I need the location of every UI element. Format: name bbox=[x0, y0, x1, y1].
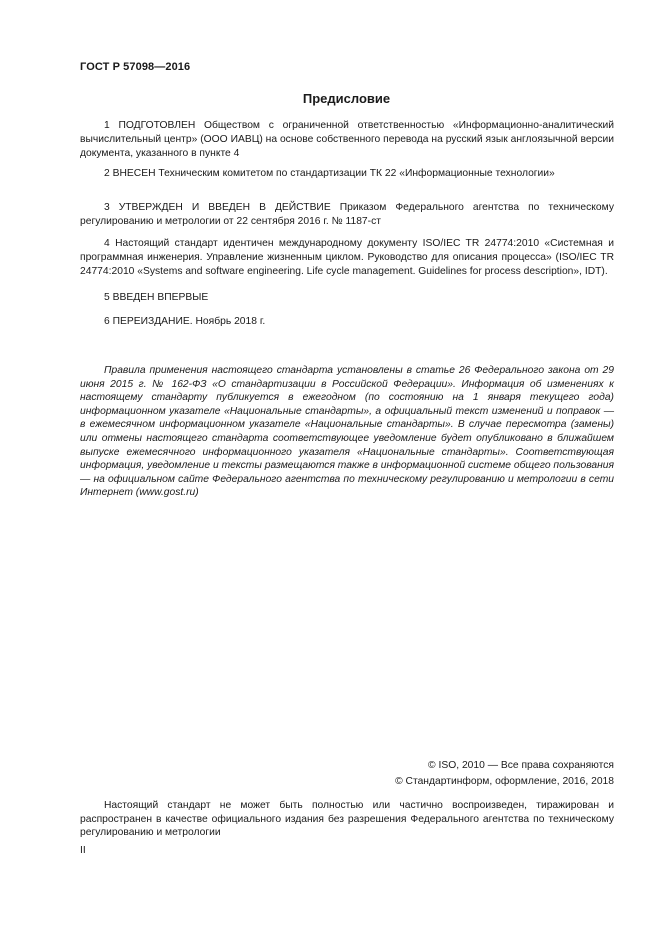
foreword-item-1-text: 1 ПОДГОТОВЛЕН Обществом с ограниченной ответственностью «Информационно-аналитический вычислительный центр» (ООО ИАВЦ) на основе собственного перевода на русский язык англоязычной версии документа, указанного в пункте 4 bbox=[80, 120, 614, 159]
document-code: ГОСТ Р 57098—2016 bbox=[80, 61, 191, 73]
copyright-block bbox=[395, 758, 614, 790]
copyright-standartinform: © Стандартинформ, оформление, 2016, 2018 bbox=[395, 776, 614, 787]
foreword-item-5-text: 5 ВВЕДЕН ВПЕРВЫЕ bbox=[104, 292, 209, 303]
reproduction-notice: Настоящий стандарт не может быть полностью или частично воспроизведен, тиражирован и распространен в качестве официального издания без разрешения Федерального агентства по техническому регулированию и метрологии bbox=[80, 800, 614, 839]
application-rules-notice: Правила применения настоящего стандарта установлены в статье 26 Федерального закона от 29 июня 2015 г. № 162-ФЗ «О стандартизации в Российской Федерации». Информация об изменениях к настоящему стандарту публикуется в ежегодном (по состоянию на 1 января текущего года) информационном указателе «Национальные стандарты», а официальный текст изменений и поправок — в ежемесячном информационном указателе «Национальные стандарты». В случае пересмотра (замены) или отмены настоящего стандарта соответствующее уведомление будет опубликовано в ближайшем выпуске ежемесячного информационного указателя «Национальные стандарты». Соответствующая информация, уведомление и тексты размещаются также в информационной системе общего пользования — на официальном сайте Федерального агентства по техническому регулированию и метрологии в сети Интернет (www.gost.ru) bbox=[80, 365, 614, 499]
foreword-item-4-text: 4 Настоящий стандарт идентичен международному документу ISO/IEC TR 24774:2010 «Системная и программная инженерия. Управление жизненным циклом. Руководство для описания процесса» (ISO/IEC TR 24774:2010 «Systems and software engineering. Life cycle management. Guidelines for process description», IDT). bbox=[80, 238, 614, 277]
copyright-iso: © ISO, 2010 — Все права сохраняются bbox=[428, 760, 614, 771]
section-title: Предисловие bbox=[302, 91, 391, 106]
foreword-item-2-text: 2 ВНЕСЕН Техническим комитетом по стандартизации ТК 22 «Информационные технологии» bbox=[104, 168, 555, 179]
foreword-item-5 bbox=[80, 291, 614, 305]
foreword-item-1 bbox=[80, 119, 614, 161]
foreword-item-4 bbox=[80, 237, 614, 279]
foreword-item-3 bbox=[80, 201, 614, 229]
page-number: II bbox=[80, 845, 86, 856]
foreword-item-6 bbox=[80, 315, 614, 329]
foreword-item-3-text: 3 УТВЕРЖДЕН И ВВЕДЕН В ДЕЙСТВИЕ Приказом Федерального агентства по техническому регулированию и метрологии от 22 сентября 2016 г. № 1187-ст bbox=[80, 202, 614, 227]
foreword-item-2 bbox=[80, 167, 614, 181]
foreword-item-6-text: 6 ПЕРЕИЗДАНИЕ. Ноябрь 2018 г. bbox=[104, 316, 266, 327]
